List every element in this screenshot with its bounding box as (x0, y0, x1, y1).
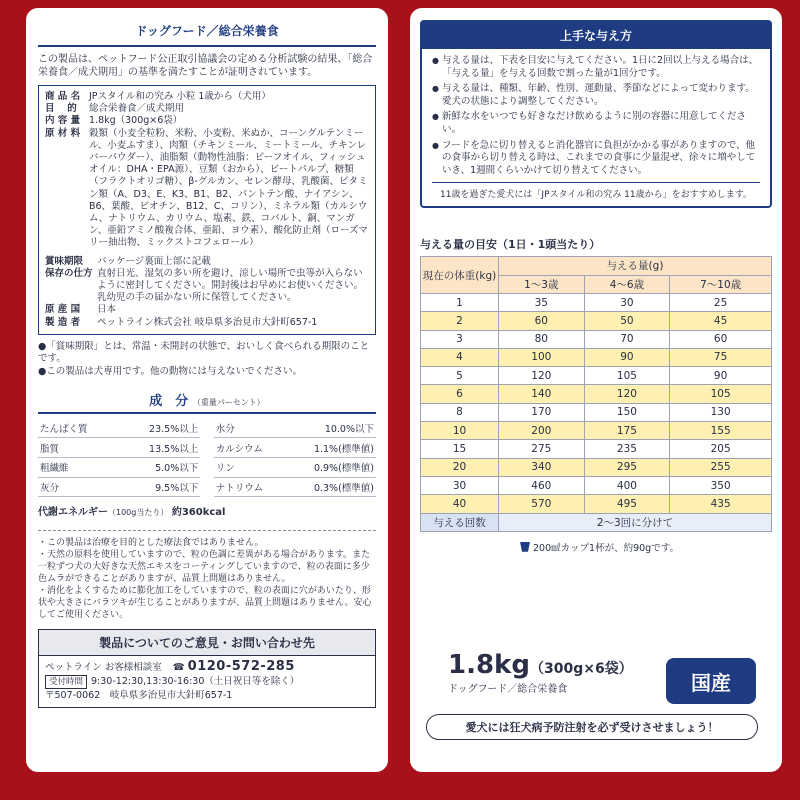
feeding-guide-table (420, 256, 772, 531)
cup-note-text: 200㎖カップ1杯が、約90gです。 (533, 542, 679, 554)
amount-cell: 45 (670, 312, 772, 330)
cup-note (520, 540, 772, 554)
tip-item: ● 与える量は、種類、年齢、性別、運動量、季節などによって変わります。愛犬の状態により調整してください。 (432, 83, 760, 108)
spec-key: 内 容 量 (45, 115, 81, 127)
guide-row (421, 495, 772, 513)
caution-item: ・消化をよくするために膨化加工をしていますので、粒の表面に穴があいたり、形状や大きさにバラツキが生じることがありますが、品質上問題はありません。安心してご使用ください。 (38, 586, 372, 621)
amount-cell: 120 (499, 367, 585, 385)
amount-cell: 60 (499, 312, 585, 330)
spec-value: パッケージ裏面上部に記載 (97, 255, 211, 267)
spec-value: ペットライン株式会社 岐阜県多治見市大針町657-1 (97, 316, 318, 328)
contact-address: 〒507-0062 岐阜県多治見市大針町657-1 (45, 690, 233, 702)
amount-cell: 30 (584, 293, 670, 311)
spec-box (38, 85, 376, 335)
amount-cell: 235 (584, 440, 670, 458)
amount-cell: 340 (499, 458, 585, 476)
spec-row (45, 103, 369, 115)
intro-text: この製品は、ペットフード公正取引協議会の定める分析試験の結果、「総合栄養食／成犬期用」の基準を満たすことが証明されています。 (38, 54, 373, 78)
nutrition-row (214, 477, 376, 497)
spec-row (45, 268, 369, 305)
nutrition-row (214, 418, 376, 437)
contact-hours: 9:30-12:30,13:30-16:30（土日祝日等を除く） (91, 676, 300, 688)
nutrient-value: 23.5%以上 (118, 418, 200, 437)
rabies-notice: 愛犬には狂犬病予防注射を必ず受けさせましょう！ (426, 714, 758, 740)
spec-key: 原 材 料 (45, 127, 81, 139)
guide-row (421, 476, 772, 494)
note-item: ●この製品は犬専用です。他の動物には与えないでください。 (38, 365, 303, 377)
package-weight (448, 650, 633, 695)
amount-cell: 255 (670, 458, 772, 476)
amount-cell: 90 (670, 367, 772, 385)
guide-row (421, 403, 772, 421)
guide-row (421, 348, 772, 366)
tips-title: 上手な与え方 (422, 22, 770, 49)
spec-value: 日本 (97, 304, 117, 316)
weight-cell: 6 (421, 385, 499, 403)
amount-cell: 175 (584, 422, 670, 440)
amount-cell: 200 (499, 422, 585, 440)
nutrient-value: 0.9%(標準値) (286, 457, 376, 477)
amount-cell: 25 (670, 293, 772, 311)
amount-cell: 460 (499, 476, 585, 494)
amount-cell: 140 (499, 385, 585, 403)
right-panel (410, 8, 782, 772)
cup-icon (520, 542, 530, 552)
nutrition-row (38, 438, 200, 458)
amount-cell: 400 (584, 476, 670, 494)
amount-cell: 150 (584, 403, 670, 421)
spec-row (45, 304, 369, 316)
tip-item: ● フードを急に切り替えると消化器官に負担がかかる事がありますので、他の食事から切り替える時は、これまでの食事に少量混ぜ、徐々に増やしていき、1週間くらいかけて切り替えてください。 (432, 140, 760, 178)
age-header: 1〜3歳 (499, 275, 585, 293)
spec-key: 目 的 (45, 103, 77, 115)
tips-list (422, 49, 770, 182)
spec-row (45, 115, 369, 127)
guide-row (421, 312, 772, 330)
guide-row (421, 293, 772, 311)
nutrition-heading (38, 390, 376, 414)
origin-badge: 国産 (666, 658, 756, 704)
nutrition-tables (38, 418, 376, 497)
nutrition-row (214, 438, 376, 458)
energy-unit: （100g当たり） (108, 508, 169, 518)
guide-row (421, 330, 772, 348)
spec-key: 原 産 国 (45, 304, 81, 316)
amount-cell: 130 (670, 403, 772, 421)
amount-cell: 120 (584, 385, 670, 403)
weight-cell: 15 (421, 440, 499, 458)
notes (38, 341, 376, 379)
spec-key: 賞味期限 (45, 255, 84, 267)
nutrient-name: ナトリウム (214, 477, 286, 497)
nutrient-value: 0.3%(標準値) (286, 477, 376, 497)
guide-row (421, 422, 772, 440)
nutrition-row (38, 477, 200, 497)
nutrient-name: 脂質 (38, 438, 118, 458)
col-amount-header: 与える量(g) (499, 257, 772, 275)
tips-footer: 11歳を過ぎた愛犬には「JPスタイル和の究み 11歳から」をおすすめします。 (432, 182, 760, 200)
amount-cell: 205 (670, 440, 772, 458)
energy-label: 代謝エネルギー (38, 507, 108, 519)
energy-value: 約360kcal (171, 507, 226, 519)
weight-cell: 20 (421, 458, 499, 476)
amount-cell: 100 (499, 348, 585, 366)
guide-row (421, 385, 772, 403)
weight-cell: 3 (421, 330, 499, 348)
spec-row (45, 91, 369, 103)
nutrient-value: 13.5%以上 (118, 438, 200, 458)
amount-cell: 70 (584, 330, 670, 348)
tip-item: ● 与える量は、下表を目安に与えてください。1日に2回以上与える場合は、「与える量」を与える回数で割った量が1回分です。 (432, 55, 760, 80)
nutrient-name: カルシウム (214, 438, 286, 458)
weight-cell: 2 (421, 312, 499, 330)
weight-cell: 1 (421, 293, 499, 311)
spec-row (45, 317, 369, 329)
nutrient-value: 1.1%(標準値) (286, 438, 376, 458)
weight-mid: （300g×6袋） (529, 661, 633, 677)
guide-row (421, 367, 772, 385)
amount-cell: 50 (584, 312, 670, 330)
guide-row (421, 458, 772, 476)
note-item: ●「賞味期限」とは、常温・未開封の状態で、おいしく食べられる期限のことです。 (38, 340, 370, 365)
phone-icon: ☎ (172, 662, 185, 674)
spec-value: 1.8kg（300g×6袋） (89, 115, 183, 127)
weight-cell: 40 (421, 495, 499, 513)
col-weight-header: 現在の体重(kg) (421, 257, 499, 294)
contact-box (38, 629, 376, 708)
weight-cell: 10 (421, 422, 499, 440)
weight-cell: 4 (421, 348, 499, 366)
amount-cell: 35 (499, 293, 585, 311)
energy-row (38, 503, 376, 518)
spec-key: 商 品 名 (45, 91, 81, 102)
spec-row (45, 256, 369, 268)
nutrient-name: たんぱく質 (38, 418, 118, 437)
nutrient-name: 粗繊維 (38, 457, 118, 477)
nutrition-row (38, 418, 200, 437)
contact-phone: 0120-572-285 (187, 659, 295, 675)
nutrient-value: 5.0%以下 (118, 457, 200, 477)
amount-cell: 570 (499, 495, 585, 513)
spec-value: 穀類（小麦全粒粉、米粉、小麦粉、米ぬか、コーングルテンミール、小麦ふすま）、肉類（チキンミール、ミートミール、チキンレバーパウダー）、油脂類（動物性油脂：ビーフオイル、フィッシュオイル：DHA・EPA源）、豆類（おから）、ビートパルプ、糖類（フラクトオリゴ糖）、β-グルカン、セレン酵母、乳酸菌、ビタミン類（A、D3、E、K3、B1、B2、パントテン酸、ナイアシン、B6、葉酸、ビオチン、B12、C、コリン）、ミネラル類（カルシウム、ナトリウム、カリウム、塩素、鉄、コバルト、銅、マンガン、亜鉛アミノ酸複合体、亜鉛、ヨウ素）、酸化防止剤（ローズマリー抽出物、ミックストコフェロール） (89, 127, 368, 249)
times-label: 与える回数 (421, 513, 499, 531)
caution-item: ・天然の原料を使用していますので、粒の色調に差異がある場合があります。また一粒ずつ犬の大好きな天然エキスをコーティングしていますので、粒の表面に多少色ムラができることがありますが、品質上問題はありません。 (38, 550, 371, 585)
contact-body (39, 656, 375, 707)
weight-cell: 5 (421, 367, 499, 385)
amount-cell: 90 (584, 348, 670, 366)
nutrient-value: 9.5%以下 (118, 477, 200, 497)
spec-key: 製 造 者 (45, 316, 81, 328)
times-value: 2〜3回に分けて (499, 513, 772, 531)
spec-key: 保存の仕方 (45, 267, 93, 279)
spec-value: 総合栄養食／成犬期用 (89, 103, 185, 115)
guide-row (421, 440, 772, 458)
amount-cell: 105 (584, 367, 670, 385)
nutrition-unit: （重量パーセント） (192, 398, 265, 408)
amount-cell: 60 (670, 330, 772, 348)
amount-cell: 275 (499, 440, 585, 458)
amount-cell: 350 (670, 476, 772, 494)
weight-cell: 8 (421, 403, 499, 421)
amount-cell: 170 (499, 403, 585, 421)
nutrient-name: 水分 (214, 418, 286, 437)
nutrient-name: 灰分 (38, 477, 118, 497)
nutrient-name: リン (214, 457, 286, 477)
nutrient-value: 10.0%以下 (286, 418, 376, 437)
age-header: 7〜10歳 (670, 275, 772, 293)
nutrition-table-left (38, 418, 200, 497)
nutrition-row (214, 457, 376, 477)
tip-item: ● 新鮮な水をいつでも好きなだけ飲めるように別の容器に用意してください。 (432, 111, 760, 136)
feeding-tips-box (420, 20, 772, 208)
caution-item: ・この製品は治療を目的とした療法食ではありません。 (38, 538, 264, 549)
amount-cell: 435 (670, 495, 772, 513)
weight-big: 1.8kg (448, 650, 530, 680)
amount-cell: 155 (670, 422, 772, 440)
amount-cell: 75 (670, 348, 772, 366)
spec-value: 直射日光、湿気の多い所を避け、涼しい場所で虫等が入らないように密封してください。開封後はお早めにお使いください。乳幼児の手の届かない所に保管してください。 (97, 267, 364, 304)
spec-value: JPスタイル和の究み 小粒 1歳から（犬用） (89, 91, 271, 102)
amount-cell: 80 (499, 330, 585, 348)
age-header: 4〜6歳 (584, 275, 670, 293)
caution-notes (38, 530, 376, 621)
guide-title: 与える量の目安（1日・1頭当たり） (420, 238, 601, 252)
nutrition-table-right (214, 418, 376, 497)
amount-cell: 495 (584, 495, 670, 513)
contact-title: 製品についてのご意見・お問い合わせ先 (39, 630, 375, 656)
weight-cell: 30 (421, 476, 499, 494)
nutrition-title: 成 分 (149, 394, 189, 410)
nutrition-row (38, 457, 200, 477)
amount-cell: 105 (670, 385, 772, 403)
spec-row (45, 128, 369, 250)
product-type-title: ドッグフード／総合栄養食 (38, 22, 376, 47)
weight-sub: ドッグフード／総合栄養食 (448, 684, 568, 695)
amount-cell: 295 (584, 458, 670, 476)
left-panel (26, 8, 388, 772)
contact-name: ペットライン お客様相談室 (45, 662, 162, 674)
hours-tag: 受付時間 (45, 675, 87, 689)
